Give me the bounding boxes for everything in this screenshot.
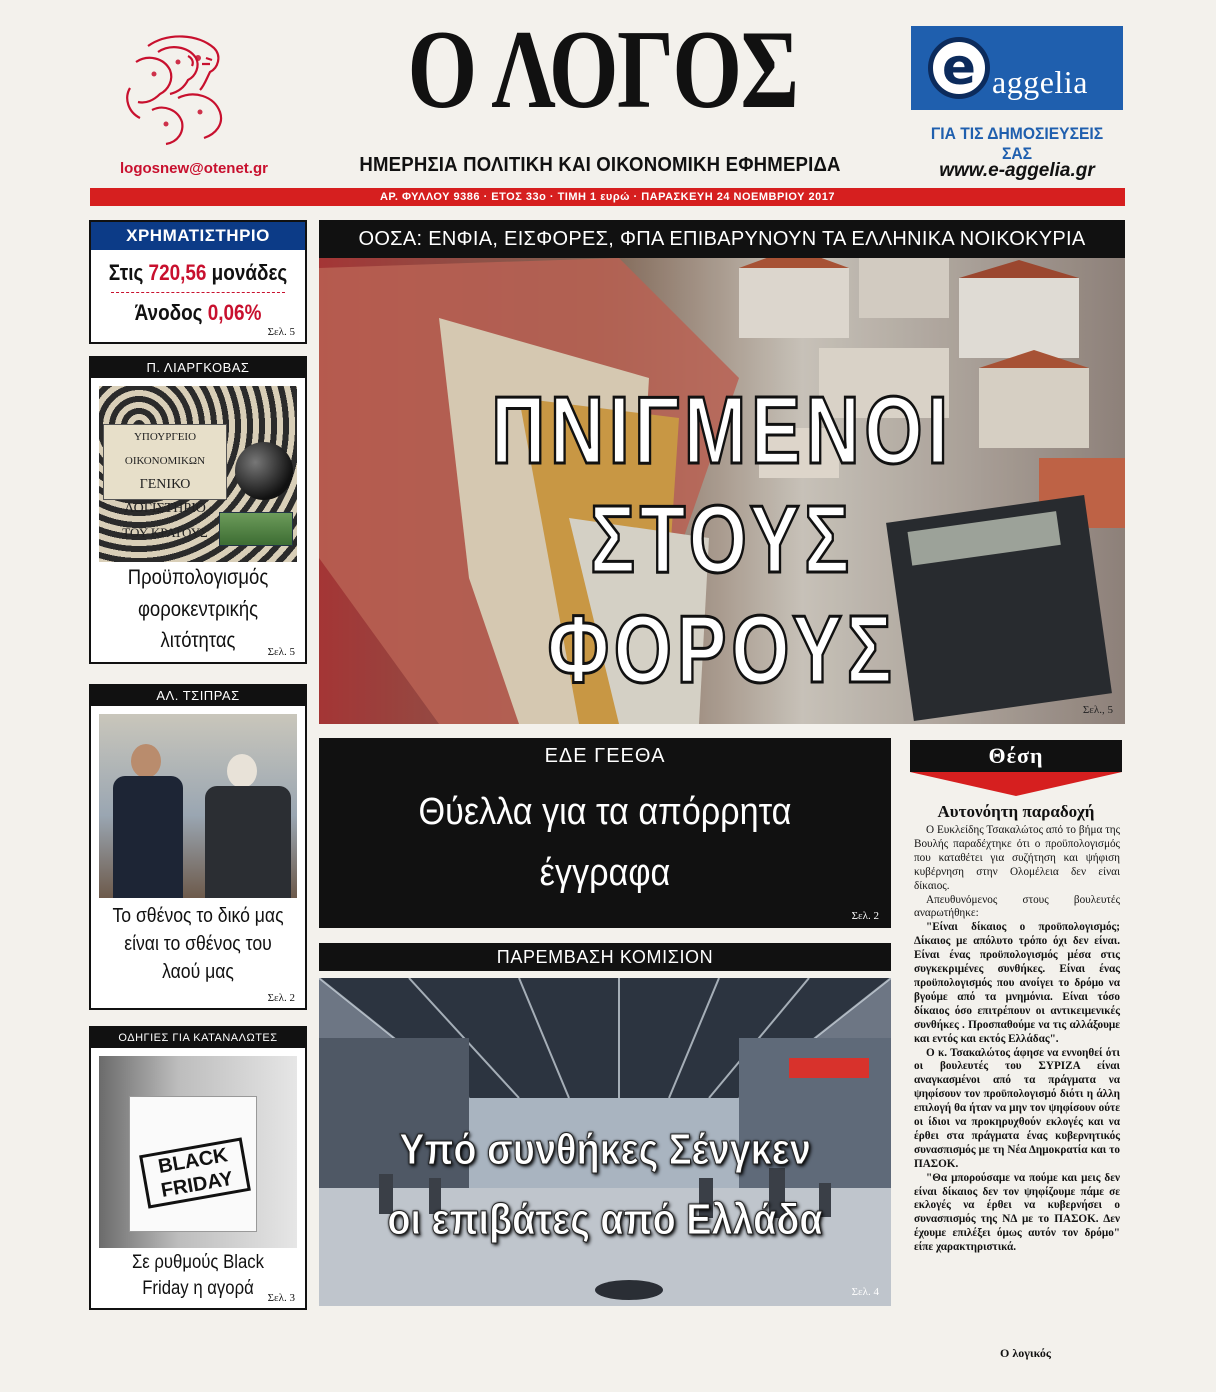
lead-headline (408, 376, 1037, 704)
stock-index-value: 720,56 (148, 260, 207, 285)
stock-change-value: 0,06% (207, 300, 262, 325)
opinion-paragraph: Ο κ. Τσακαλώτος άφησε να εννοηθεί ότι οι βουλευτές του ΣΥΡΙΖΑ είναι αναγκασμένοι από τα πράγματα να ψηφίσουν τον προϋπολογισμό διότι η άλλη επιλογή θα ήταν να μην τον ψηφίσουν ούτε οι ίδιοι να προκηρυχθούν εκλογές και να έρθει στα πράγματα ένας κυβερνητικός συνασπισμός με τη Νέα Δημοκρατία και το ΠΑΣΟΚ. (914, 1046, 1120, 1170)
consumers-page-ref: Σελ. 3 (267, 1292, 295, 1304)
schengen-label[interactable]: ΠΑΡΕΜΒΑΣΗ ΚΟΜΙΣΙΟΝ (319, 943, 891, 971)
liargkovas-page-ref: Σελ. 5 (267, 646, 295, 658)
ede-story-box[interactable] (319, 738, 891, 928)
ministry-sign-line3: ΤΟΥ ΚΡΑΤΟΥΣ (122, 525, 208, 540)
lead-page-ref: Σελ., 5 (1082, 704, 1113, 716)
black-friday-line1: BLACK (156, 1144, 230, 1179)
tsipras-photo (99, 714, 297, 898)
masthead-email[interactable]: logosnew@otenet.gr (120, 160, 268, 177)
liargkovas-box[interactable] (89, 356, 307, 664)
stock-index-suffix: μονάδες (206, 260, 288, 285)
opinion-heading: Θέση (910, 740, 1122, 772)
money-stack-icon (219, 512, 293, 546)
person-right-suit (205, 786, 291, 898)
consumers-heading: ΟΔΗΓΙΕΣ ΓΙΑ ΚΑΤΑΝΑΛΩΤΕΣ (91, 1028, 305, 1048)
ministry-sign-line1: ΥΠΟΥΡΓΕΙΟ ΟΙΚΟΝΟΜΙΚΩΝ (124, 431, 206, 467)
ede-headline (348, 782, 863, 904)
ministry-sign-line2: ΓΕΝΙΚΟ ΛΟΓΙΣΤΗΡΙΟ (124, 477, 206, 516)
person-left-suit (113, 776, 183, 898)
lead-photo[interactable] (319, 258, 1125, 724)
consumers-box[interactable] (89, 1026, 307, 1310)
masthead-logo-art (118, 28, 240, 150)
ministry-sign (103, 424, 227, 540)
stock-exchange-box[interactable] (89, 220, 307, 344)
opinion-quote: "Είναι δίκαιος ο προϋπολογισμός; Δίκαιος με απόλυτο τρόπο όχι δεν είναι. Είναι ένας προϋπολογισμός μέσα στις συγκεκριμένες συνθήκες. Είναι ένας προϋπολογισμός που ανοίγει το δρόμο να βγούμε από τα μνημόνια. Είναι τόσο δίκαιος όσο επιτρέπουν οι αντικειμενικές συνθήκες . Προσπαθούμε να τις αλλάξουμε και εντός και εκτός Ελλάδας". (914, 921, 1120, 1045)
ede-label: ΕΔΕ ΓΕΕΘΑ (544, 745, 666, 767)
black-friday-line2: FRIDAY (159, 1167, 235, 1202)
opinion-title[interactable]: Αυτονόητη παραδοχή (937, 802, 1095, 821)
schengen-headline-line1: Υπό συνθήκες Σένγκεν (399, 1125, 811, 1174)
stock-heading: ΧΡΗΜΑΤΙΣΤΗΡΙΟ (91, 222, 305, 250)
opinion-quote: "Θα μπορούσαμε να πούμε και μεις δεν είναι δίκαιος δεν τον ψηφίζουμε πάμε σε εκλογές να έρθει να κυβερνήσει ο συνασπισμός της ΝΔ με το ΠΑΣΟΚ. Δεν έχουμε επιλέξει όμως αυτόν τον δρόμο" είπε χαρακτηριστικά. (914, 1171, 1120, 1254)
person-right-head (227, 754, 257, 788)
opinion-paragraph: Απευθυνόμενος στους βουλευτές αναρωτήθηκε: (914, 893, 1120, 920)
stock-index-line (106, 260, 290, 286)
schengen-headline-line2: οι επιβάτες από Ελλάδα (387, 1195, 823, 1245)
opinion-body (914, 824, 1120, 1255)
e-aggelia-wordmark: aggelia (992, 64, 1088, 100)
schengen-page-ref: Σελ. 4 (851, 1286, 879, 1298)
black-friday-photo (99, 1056, 297, 1248)
liargkovas-caption: Προϋπολογισμός φοροκεντρικής λιτότητας (127, 566, 269, 652)
e-aggelia-url[interactable]: www.e-aggelia.gr (939, 160, 1095, 181)
stock-divider (111, 292, 285, 293)
bomb-icon (235, 442, 293, 500)
opinion-signature: Ο λογικός (1000, 1346, 1051, 1360)
tsipras-page-ref: Σελ. 2 (267, 992, 295, 1004)
liargkovas-photo (99, 386, 297, 562)
newspaper-subtitle: ΗΜΕΡΗΣΙΑ ΠΟΛΙΤΙΚΗ ΚΑΙ ΟΙΚΟΝΟΜΙΚΗ ΕΦΗΜΕΡΙΔΑ (359, 154, 841, 176)
opinion-paragraph: Ο Ευκλείδης Τσακαλώτος από το βήμα της Βουλής παραδέχτηκε ότι ο προϋπολογισμός που καταθέτει για συζήτηση και ψήφιση κυβέρνηση στην Ολομέλεια δεν είναι δίκαιος. (914, 824, 1120, 892)
ede-page-ref: Σελ. 2 (851, 910, 879, 922)
issue-info-bar: ΑΡ. ΦΥΛΛΟΥ 9386 · ΕΤΟΣ 33ο · ΤΙΜΗ 1 ευρώ · ΠΑΡΑΣΚΕΥΗ 24 ΝΟΕΜΒΡΙΟΥ 2017 (90, 188, 1125, 206)
airport-photo[interactable] (319, 978, 891, 1306)
opinion-triangle-icon (910, 772, 1122, 796)
lead-headline-line2: ΣΤΟΥΣ ΦΟΡΟΥΣ (547, 486, 897, 703)
liargkovas-heading: Π. ΛΙΑΡΓΚΟΒΑΣ (91, 358, 305, 378)
tsipras-heading: ΑΛ. ΤΣΙΠΡΑΣ (91, 686, 305, 706)
e-aggelia-tagline: ΓΙΑ ΤΙΣ ΔΗΜΟΣΙΕΥΣΕΙΣ ΣΑΣ (930, 124, 1104, 163)
ede-headline-line2: έγγραφα (539, 851, 671, 894)
stock-page-ref: Σελ. 5 (267, 326, 295, 338)
lead-headline-line1: ΠΝΙΓΜΕΝΟΙ (491, 377, 953, 484)
e-aggelia-logo-icon: e (928, 37, 990, 99)
stock-change-prefix: Άνοδος (134, 300, 208, 325)
consumers-caption: Σε ρυθμούς Black Friday η αγορά (131, 1252, 265, 1299)
newspaper-title: Ο ΛΟΓΟΣ (407, 8, 798, 132)
lead-kicker[interactable]: ΟΟΣΑ: ΕΝΦΙΑ, ΕΙΣΦΟΡΕΣ, ΦΠΑ ΕΠΙΒΑΡΥΝΟΥΝ ΤΑ ΕΛΛΗΝΙΚΑ ΝΟΙΚΟΚΥΡΙΑ (319, 220, 1125, 258)
stock-change-line (106, 300, 290, 326)
tsipras-box[interactable] (89, 684, 307, 1010)
faces-logo-icon (118, 28, 240, 150)
tsipras-caption: Το σθένος το δικό μας είναι το σθένος του λαού μας (112, 905, 284, 983)
person-left-head (131, 744, 161, 778)
stock-index-prefix: Στις (108, 260, 149, 285)
schengen-headline (359, 1115, 851, 1256)
ede-headline-line1: Θύελλα για τα απόρρητα (418, 791, 792, 833)
